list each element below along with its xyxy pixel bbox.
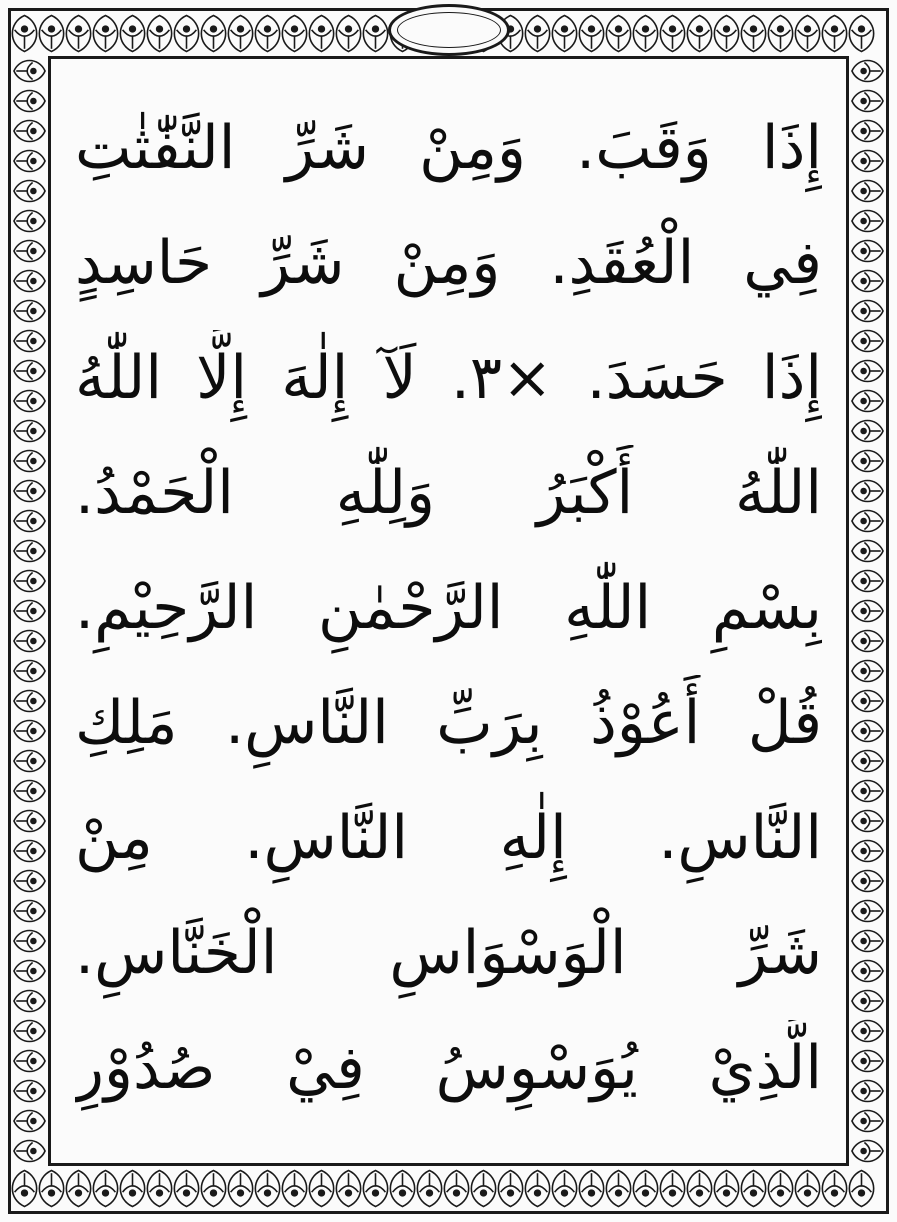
text-line-7: النَّاسِ. إِلٰهِ النَّاسِ. مِنْ [75, 803, 822, 873]
arabic-text-block [75, 100, 822, 1130]
border-ornament-left [11, 56, 48, 1166]
border-ornament-bottom [11, 1166, 886, 1211]
border-ornament-right [849, 56, 886, 1166]
top-oval-cartouche [388, 4, 510, 56]
text-line-3: إِذَا حَسَدَ. ×٣. لَآ إِلٰهَ إِلَّا اللّٰهُ [75, 343, 822, 413]
text-line-6: قُلْ أَعُوْذُ بِرَبِّ النَّاسِ. مَلِكِ [75, 688, 822, 758]
text-line-9: الَّذِيْ يُوَسْوِسُ فِيْ صُدُوْرِ [75, 1033, 822, 1103]
text-line-1: إِذَا وَقَبَ. وَمِنْ شَرِّ النَّفّٰثٰتِ [75, 113, 822, 183]
text-line-2: فِي الْعُقَدِ. وَمِنْ شَرِّ حَاسِدٍ [75, 228, 822, 298]
text-line-5: بِسْمِ اللّٰهِ الرَّحْمٰنِ الرَّحِيْمِ. [75, 573, 822, 643]
text-line-4: اللّٰهُ أَكْبَرُ وَلِلّٰهِ الْحَمْدُ. [75, 458, 822, 528]
text-line-8: شَرِّ الْوَسْوَاسِ الْخَنَّاسِ. [75, 918, 822, 988]
